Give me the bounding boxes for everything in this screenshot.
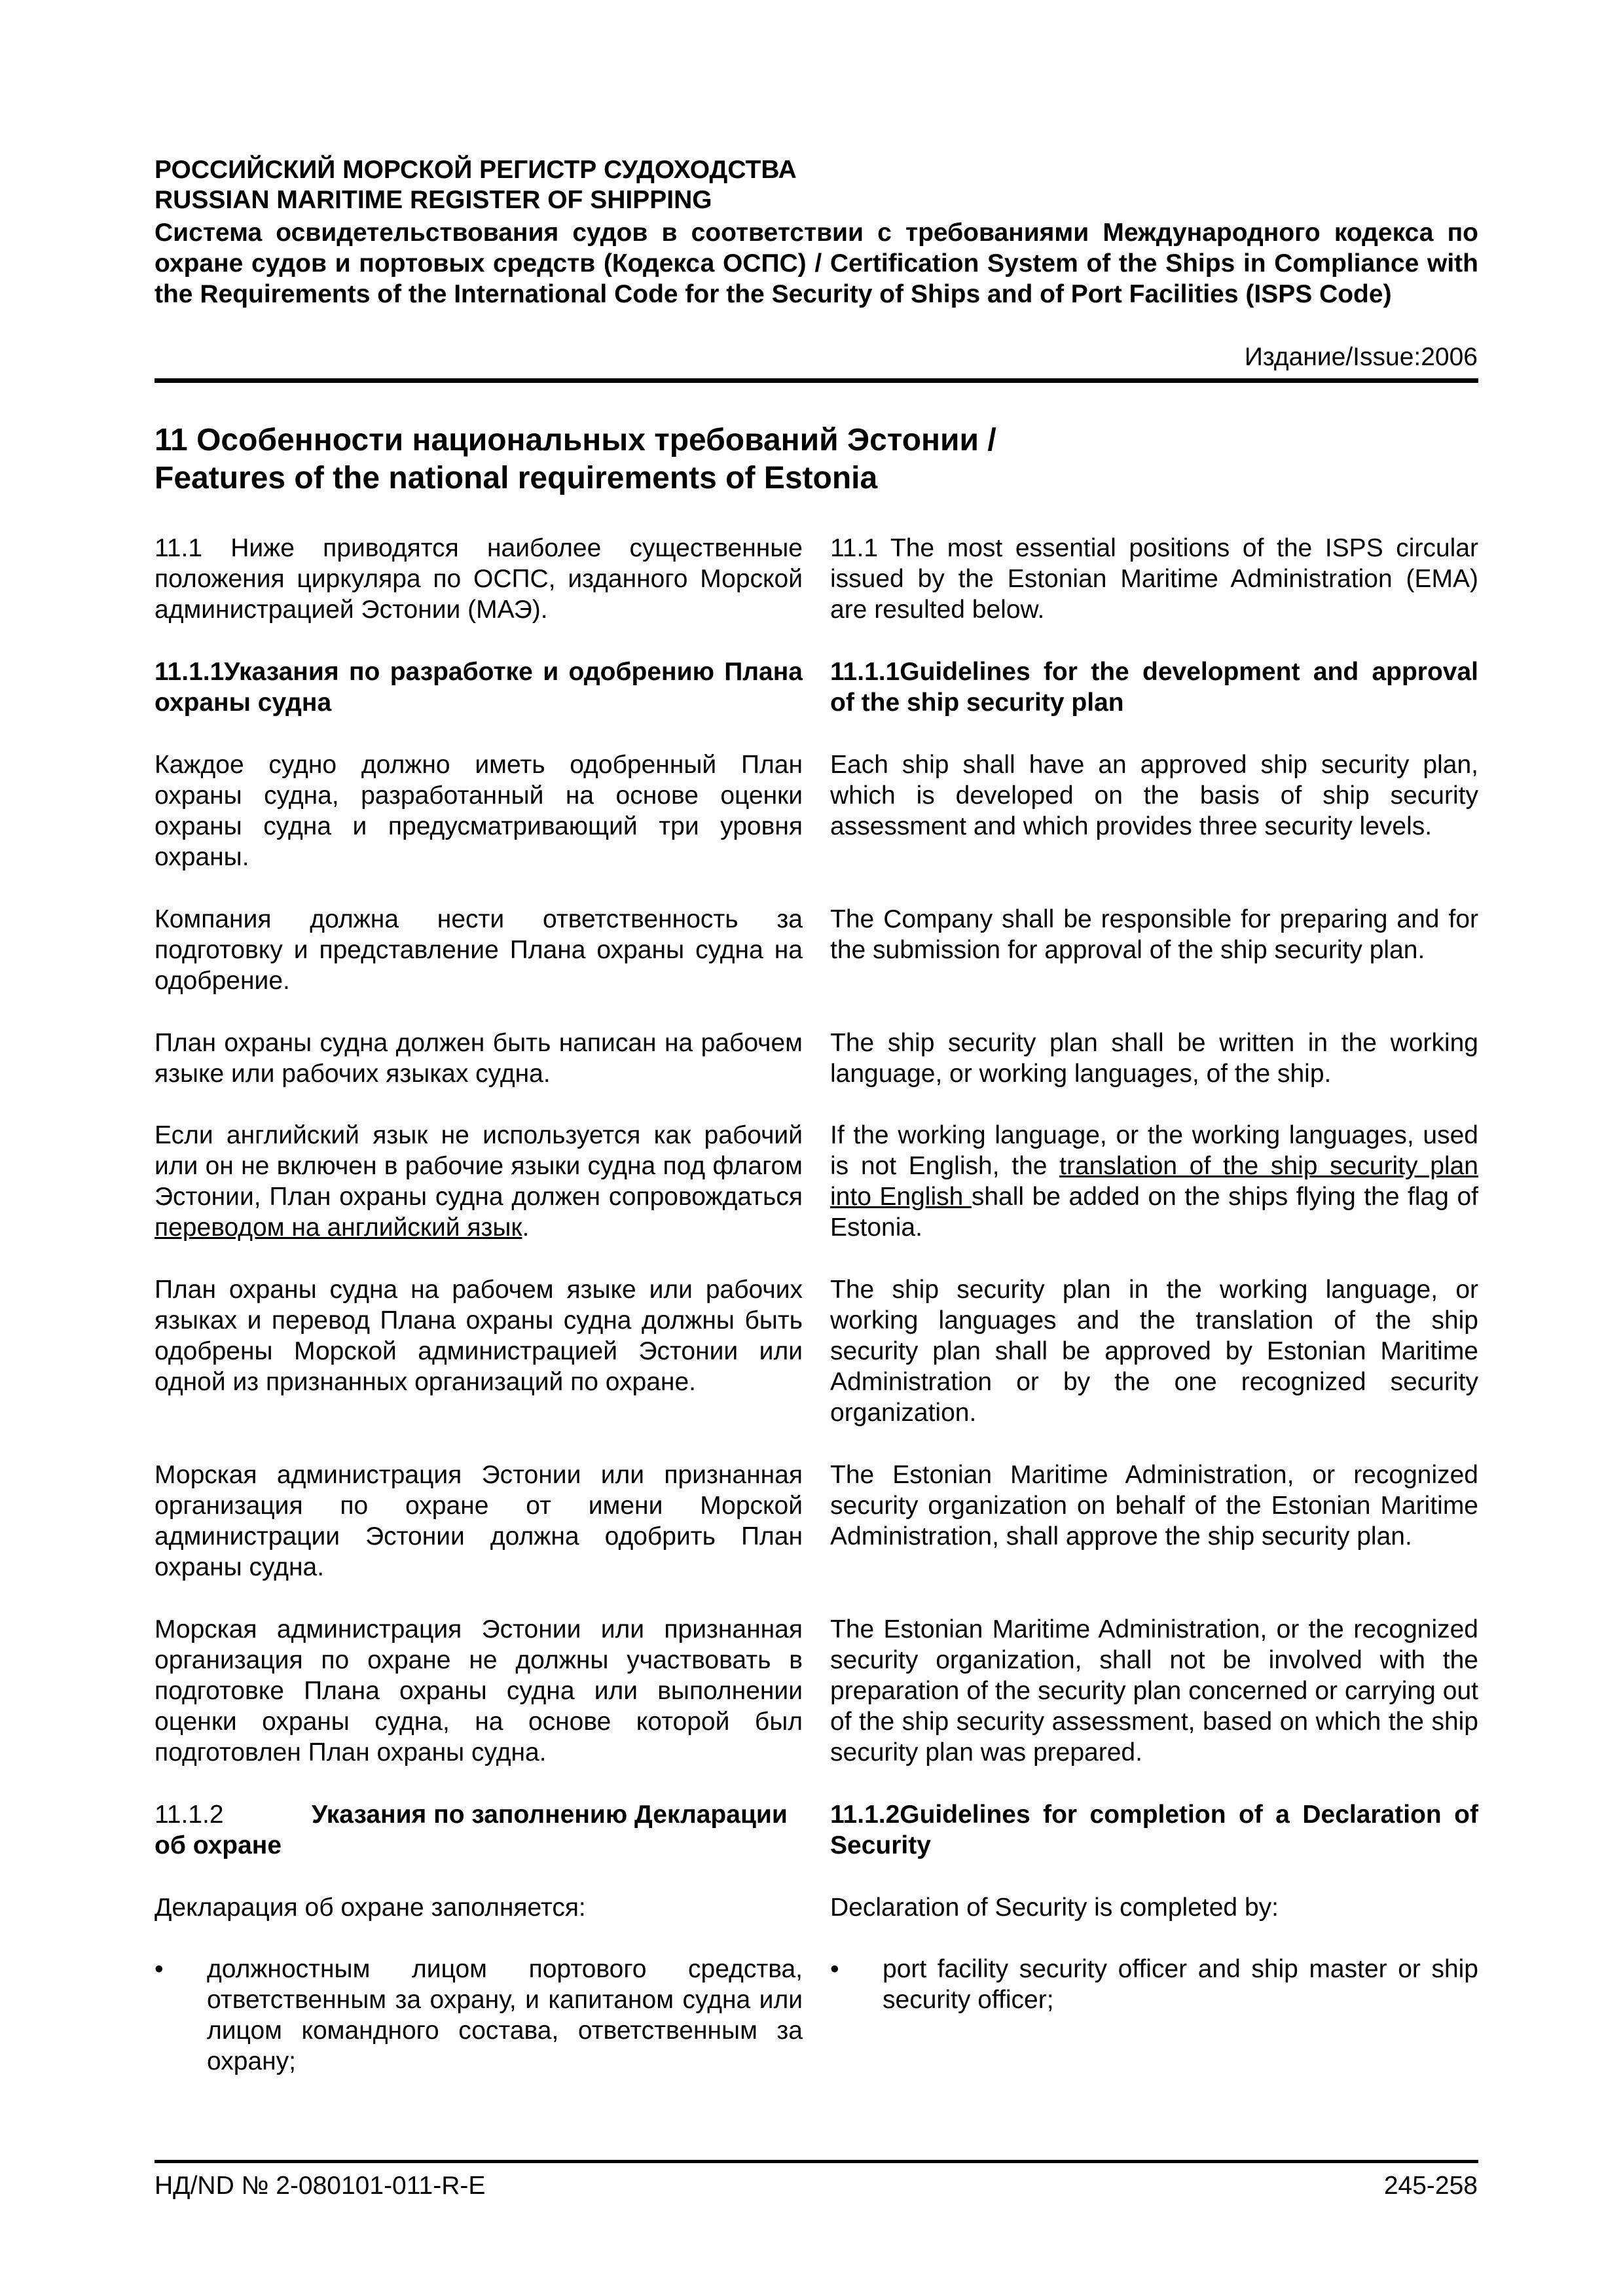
ru-heading-11-1-1: 11.1.1Указания по разработке и одобрению Плана охраны судна [155,658,803,717]
chapter-title-ru: 11 Особенности национальных требований Эстонии / [155,423,996,457]
en-paragraph-working-language: The ship security plan shall be written in the working language, or working languages, of the ship. [830,1029,1478,1088]
ru-heading-11-1-2-text: Указания по заполнению Декларации об охране [155,1801,788,1859]
ru-p5-text-a: Если английский язык не используется как рабочий или он не включен в рабочие языки судна под флагом Эстонии, План охраны судна должен сопровождаться [155,1121,803,1211]
bullet-symbol: • [155,1955,164,1983]
bullet-symbol: • [830,1955,839,1983]
en-heading-11-1-1: 11.1.1Guidelines for the development and approval of the ship security plan [830,658,1478,717]
ru-p5-underlined: переводом на английский язык [155,1213,522,1242]
issue-label: Издание/Issue:2006 [1244,343,1478,371]
en-paragraph-11-1: 11.1 The most essential positions of the ISPS circular issued by the Estonian Maritime Administration (EMA) are resulted below. [830,534,1478,624]
ru-bullet-text: должностным лицом портового средства, ответственным за охрану, и капитаном судна или лицом командного состава, ответственным за охрану; [207,1955,803,2075]
en-p5-text-b: shall be added on the ships flying the flag of Estonia. [830,1183,1478,1242]
ru-paragraph-declaration: Декларация об охране заполняется: [155,1893,586,1922]
ru-heading-11-1-2-number: 11.1.2 [155,1801,224,1829]
ru-paragraph-english-translation [155,1120,803,1243]
ru-paragraph-working-language: План охраны судна должен быть написан на рабочем языке или рабочих языках судна. [155,1029,803,1088]
ru-paragraph-approved-plan: Каждое судно должно иметь одобренный План охраны судна, разработанный на основе оценки охраны судна и предусматривающий три уровня охраны. [155,751,803,871]
ru-paragraph-not-involved: Морская администрация Эстонии или признанная организация по охране не должны участвовать в подготовке Плана охраны судна или выполнении оценки охраны судна, на основе которой был подготовлен План охраны судна. [155,1615,803,1767]
en-bullet-text: port facility security officer and ship master or ship security officer; [883,1955,1478,2014]
ru-paragraph-plan-approval: План охраны судна на рабочем языке или рабочих языках и перевод Плана охраны судна должны быть одобрены Морской администрацией Эстонии или одной из признанных организаций по охране. [155,1276,803,1396]
ru-p5-text-b: . [522,1213,530,1242]
chapter-title [155,422,1478,497]
footer-divider [155,2160,1478,2163]
ru-paragraph-administration-approves: Морская администрация Эстонии или признанная организация по охране от имени Морской администрации Эстонии должна одобрить План охраны судна. [155,1461,803,1581]
header-system-title: Система освидетельствования судов в соответствии с требованиями Международного кодекса по охране судов и портовых средств (Кодекса ОСПС) / Certification System of the Ships in Compliance with the Requirements of the International Code for the Security of Ships and of Port Facilities (ISPS Code) [155,219,1478,308]
header-divider [155,378,1478,383]
header-register-ru: РОССИЙСКИЙ МОРСКОЙ РЕГИСТР СУДОХОДСТВА [155,156,797,184]
en-p5-underlined: translation of the ship security plan into English [830,1152,1478,1211]
ru-heading-11-1-2 [155,1799,803,1861]
en-paragraph-not-involved: The Estonian Maritime Administration, or the recognized security organization, shall not be involved with the preparation of the security plan concerned or carrying out of the ship security assessment, based on which the ship security plan was prepared. [830,1615,1478,1767]
en-paragraph-declaration: Declaration of Security is completed by: [830,1893,1279,1922]
footer-document-number: НД/ND № 2-080101-011-R-E [155,2172,486,2200]
header-register-en: RUSSIAN MARITIME REGISTER OF SHIPPING [155,186,712,214]
en-paragraph-approved-plan: Each ship shall have an approved ship security plan, which is developed on the basis of ship security assessment and which provides three security levels. [830,751,1478,840]
en-paragraph-administration-approves: The Estonian Maritime Administration, or recognized security organization on behalf of the Estonian Maritime Administration, shall approve the ship security plan. [830,1461,1478,1551]
en-paragraph-english-translation [830,1120,1478,1243]
en-p5-text-a: If the working language, or the working languages, used is not English, the [830,1121,1478,1180]
ru-paragraph-company-responsibility: Компания должна нести ответственность за подготовку и представление Плана охраны судна на одобрение. [155,905,803,995]
chapter-title-en: Features of the national requirements of Estonia [155,461,878,495]
footer-page-range: 245-258 [1383,2172,1478,2200]
ru-paragraph-11-1: 11.1 Ниже приводятся наиболее существенные положения циркуляра по ОСПС, изданного Морской администрацией Эстонии (МАЭ). [155,534,803,624]
en-paragraph-plan-approval: The ship security plan in the working language, or working languages and the translation of the ship security plan shall be approved by Estonian Maritime Administration or by the one recognized security organization. [830,1276,1478,1427]
en-heading-11-1-2: 11.1.2Guidelines for completion of a Declaration of Security [830,1801,1478,1859]
en-paragraph-company-responsibility: The Company shall be responsible for preparing and for the submission for approval of the ship security plan. [830,905,1478,964]
